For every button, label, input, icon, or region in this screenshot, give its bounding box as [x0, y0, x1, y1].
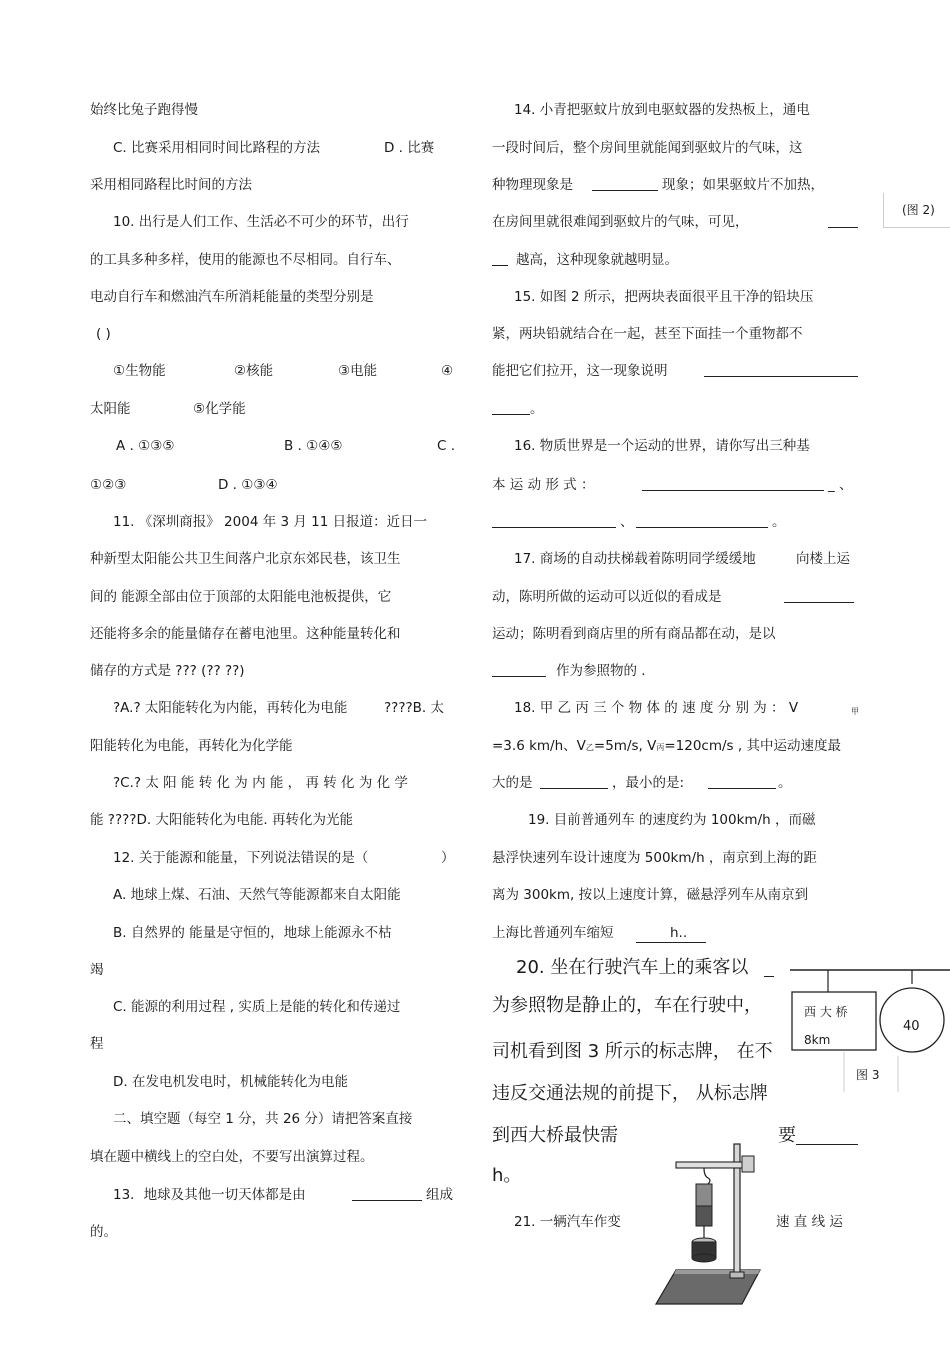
question-17: 17. 商场的自动扶梯载着陈明同学缓缓地	[514, 551, 756, 567]
section-heading: 二、填空题（每空 1 分，共 26 分）请把答案直接	[113, 1111, 413, 1127]
text-line: 储存的方式是 ??? (?? ??)	[90, 663, 245, 679]
option-a: ?A.? 太阳能转化为内能，再转化为电能	[113, 700, 348, 716]
text-line: 到西大桥最快需	[492, 1125, 618, 1146]
text-line: 在房间里就很难闻到驱蚊片的气味，可见，	[492, 214, 749, 230]
text-line: 间的 能源全部由位于顶部的太阳能电池板提供，它	[90, 589, 392, 605]
question-13: 13．地球及其他一切天体都是由	[113, 1187, 306, 1203]
text-line: 的。	[90, 1224, 117, 1240]
text-line: 组成	[426, 1187, 453, 1203]
text-line: 还能将多余的能量储存在蓄电池里。这种能量转化和	[90, 626, 401, 642]
text-line: 。	[778, 775, 792, 791]
option-a: A. 地球上煤、石油、天然气等能源都来自太阳能	[113, 887, 401, 903]
text-line: 动，陈明所做的运动可以近似的看成是	[492, 589, 722, 605]
text-line: 向楼上运	[796, 551, 850, 567]
question-16: 16. 物质世界是一个运动的世界，请你写出三种基	[514, 438, 810, 454]
option-b: B . ①④⑤	[284, 438, 343, 454]
choice-item: ④	[441, 363, 454, 379]
text-line: 紧，两块铅就结合在一起，甚至下面挂一个重物都不	[492, 326, 803, 342]
answer-blank[interactable]	[708, 774, 776, 794]
option-c: ?C.? 太 阳 能 转 化 为 内 能 ， 再 转 化 为 化 学	[113, 775, 408, 791]
question-18: 18. 甲 乙 丙 三 个 物 体 的 速 度 分 别 为 ： V	[514, 700, 799, 716]
option-c: C. 能源的利用过程 , 实质上是能的转化和传递过	[113, 999, 401, 1015]
question-20: 20. 坐在行驶汽车上的乘客以	[516, 957, 749, 978]
question-21: 21. 一辆汽车作变	[514, 1214, 621, 1230]
text-line: 违反交通法规的前提下， 从标志牌	[492, 1083, 768, 1104]
choice-item: ①生物能	[113, 363, 166, 379]
answer-blank[interactable]	[352, 1186, 422, 1206]
text-line: 的工具多种多样，使用的能源也不尽相同。自行车、	[90, 252, 401, 268]
answer-blank[interactable]	[492, 251, 508, 271]
answer-bracket: ( )	[96, 326, 111, 342]
text-line: 运动；陈明看到商店里的所有商品都在动，是以	[492, 626, 776, 642]
choice-item: 太阳能	[90, 401, 131, 417]
answer-bracket: ）	[441, 850, 455, 866]
text-line: 要	[778, 1125, 796, 1146]
text-line: 填在题中横线上的空白处，不要写出演算过程。	[90, 1149, 374, 1165]
text-line: 越高，这种现象就越明显。	[516, 252, 678, 268]
option-d: D . ①③④	[218, 477, 278, 493]
question-10: 10. 出行是人们工作、生活必不可少的环节，出行	[113, 214, 409, 230]
answer-blank[interactable]	[492, 662, 546, 682]
sign-speed-limit: 40	[903, 1019, 920, 1034]
answer-blank[interactable]	[828, 213, 858, 233]
speed-text: =5m/s, V	[593, 738, 657, 754]
subscript: 丙	[656, 743, 665, 752]
text-line: 本 运 动 形 式 ：	[492, 477, 595, 493]
option-c: C .	[437, 438, 456, 454]
text-line: 种物理现象是	[492, 177, 573, 193]
option-d: D . 比赛	[384, 140, 435, 156]
sign-place-name: 西 大 桥	[804, 1005, 848, 1019]
text-line: 种新型太阳能公共卫生间落户北京东郊民巷，该卫生	[90, 551, 401, 567]
option-d: 能 ????D. 大阳能转化为电能. 再转化为光能	[90, 812, 354, 828]
text-line	[492, 737, 841, 757]
text-line: 。	[530, 401, 544, 417]
text-line: 为参照物是静止的，车在行驶中，	[492, 995, 762, 1016]
text-line: 一段时间后，整个房间里就能闻到驱蚊片的气味，这	[492, 140, 803, 156]
answer-blank[interactable]	[764, 962, 774, 982]
subscript: 甲	[851, 707, 859, 716]
answer-blank[interactable]	[784, 588, 854, 608]
option-b: B. 自然界的 能量是守恒的，地球上能源永不枯	[113, 925, 392, 941]
answer-blank[interactable]	[540, 774, 608, 794]
answer-blank[interactable]	[492, 513, 616, 533]
question-19: 19. 目前普通列车 的速度约为 100km/h ，而磁	[528, 812, 816, 828]
text-line: h。	[492, 1165, 522, 1186]
option-c-value: ①②③	[90, 477, 127, 493]
answer-blank[interactable]	[704, 362, 858, 382]
speed-text: =3.6 km/h、V	[492, 738, 586, 754]
question-15: 15. 如图 2 所示，把两块表面很平且干净的铅块压	[514, 289, 814, 305]
text-line: 能把它们拉开，这一现象说明	[492, 363, 668, 379]
text-line: 采用相同路程比时间的方法	[90, 177, 252, 193]
text-line: _ 、	[828, 477, 853, 493]
speed-text: =120cm/s , 其中运动速度最	[664, 738, 841, 754]
text-line: 作为参照物的 .	[556, 663, 646, 679]
text-line: 上海比普通列车缩短	[492, 925, 614, 941]
choice-item: ⑤化学能	[193, 401, 246, 417]
answer-blank[interactable]	[796, 1130, 858, 1150]
text-line: 悬浮快速列车设计速度为 500km/h ，南京到上海的距	[492, 850, 817, 866]
text-line: 始终比兔子跑得慢	[90, 102, 198, 118]
choice-item: ③电能	[338, 363, 378, 379]
figure-2-caption: (图 2)	[902, 203, 935, 217]
question-12: 12. 关于能源和能量，下列说法错误的是（	[113, 850, 369, 866]
option-a: A . ①③⑤	[116, 438, 175, 454]
option-b: ????B. 太	[384, 700, 445, 716]
question-11: 11. 《深圳商报》 2004 年 3 月 11 日报道：近日一	[113, 514, 428, 530]
text-line: 现象；如果驱蚊片不加热，	[662, 177, 824, 193]
figure-3-caption: 图 3	[856, 1068, 880, 1082]
text-line: 程	[90, 1036, 104, 1052]
lead-blocks-apparatus	[650, 1140, 768, 1310]
figure-2-caption-box	[883, 193, 950, 228]
answer-blank[interactable]	[592, 176, 658, 196]
text-line: 竭	[90, 962, 104, 978]
text-line: 大的是	[492, 775, 533, 791]
answer-blank[interactable]	[492, 400, 530, 420]
choice-item: ②核能	[234, 363, 274, 379]
text-line: 、	[620, 514, 634, 530]
option-c: C. 比赛采用相同时间比路程的方法	[113, 140, 321, 156]
text-line: 。	[772, 514, 786, 530]
answer-blank[interactable]	[642, 476, 824, 496]
option-d: D. 在发电机发电时，机械能转化为电能	[113, 1074, 348, 1090]
unit-text: h..	[670, 925, 688, 941]
text-line: 阳能转化为电能，再转化为化学能	[90, 738, 293, 754]
text-line: 司机看到图 3 所示的标志牌， 在不	[492, 1041, 773, 1062]
sign-distance: 8km	[804, 1033, 831, 1047]
text-line: 速 直 线 运	[776, 1214, 843, 1230]
subscript: 乙	[585, 743, 594, 752]
answer-blank[interactable]	[636, 924, 706, 943]
text-line: 电动自行车和燃油汽车所消耗能量的类型分别是	[90, 289, 374, 305]
text-line: 离为 300km, 按以上速度计算，磁悬浮列车从南京到	[492, 887, 809, 903]
question-14: 14. 小青把驱蚊片放到电驱蚊器的发热板上，通电	[514, 102, 810, 118]
text-line: ，最小的是:	[612, 775, 685, 791]
answer-blank[interactable]	[636, 513, 768, 533]
